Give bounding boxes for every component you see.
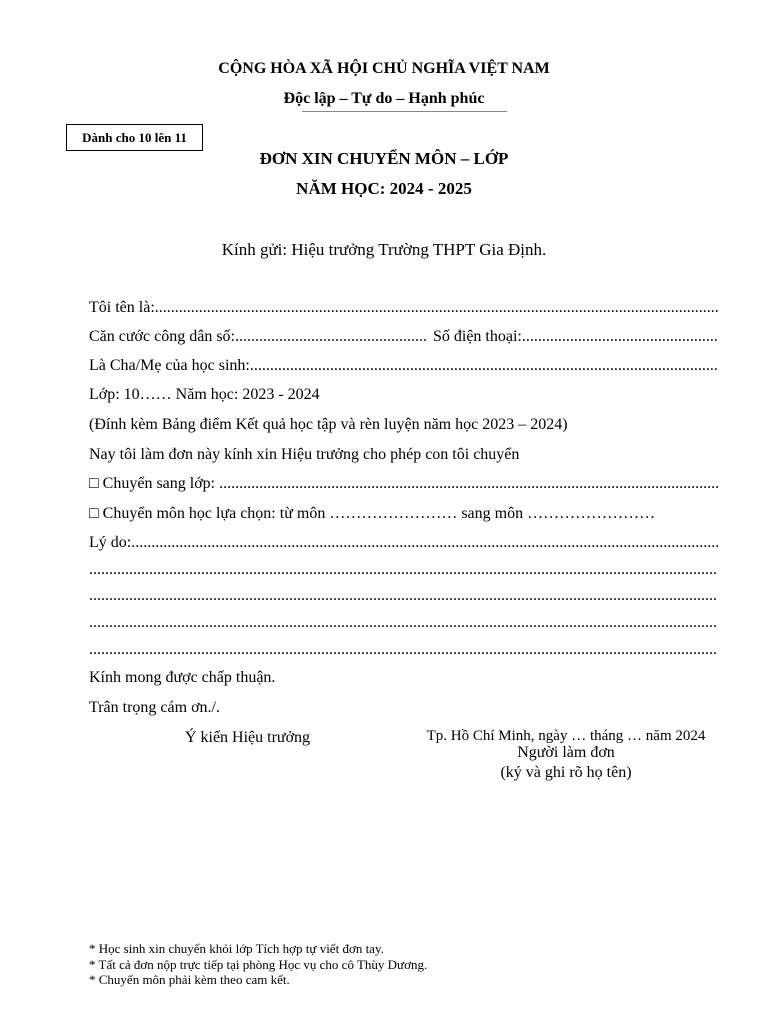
option-class-field [89,475,718,493]
reason-label: Lý do: [89,534,132,551]
option-class-label: □ Chuyển sang lớp: [89,475,220,492]
motto: Độc lập – Tự do – Hạnh phúc [283,90,485,107]
attachment-line: (Đính kèm Bảng điểm Kết quả học tập và rèn luyện năm học 2023 – 2024) [89,416,568,433]
footnote-1: * Học sinh xin chuyển khỏi lớp Tích hợp tự viết đơn tay. [89,941,384,956]
school-year-title: NĂM HỌC: 2024 - 2025 [296,179,472,198]
class-line: Lớp: 10…… Năm học: 2023 - 2024 [89,386,320,403]
footnote-2: * Tất cả đơn nộp trực tiếp tại phòng Học vụ cho cô Thùy Dương. [89,957,428,972]
form-title: ĐƠN XIN CHUYỂN MÔN – LỚP [259,149,509,168]
id-label: Căn cước công dân số: [89,328,235,345]
country-header: CỘNG HÒA XÃ HỘI CHỦ NGHĨA VIỆT NAM [218,60,550,77]
closing-thanks: Trân trọng cám ơn./. [89,699,220,716]
principal-opinion: Ý kiến Hiệu trưởng [184,729,311,746]
reason-line-3 [89,587,718,605]
option-subject-line: □ Chuyển môn học lựa chọn: từ môn …………………… sang môn …………………… [89,505,656,522]
reason-line-4 [89,614,718,632]
reason-line-5 [89,641,718,659]
footnote-3: * Chuyển môn phải kèm theo cam kết. [89,972,290,987]
parent-label: Là Cha/Mẹ của học sinh: [89,357,250,374]
name-field [89,299,718,317]
option-class-dots [219,475,718,493]
applicant-title: Người làm đơn [517,744,615,761]
reason-line-2 [89,561,718,579]
name-dots [155,299,718,317]
name-label: Tôi tên là: [89,299,155,316]
addressee: Kính gửi: Hiệu trưởng Trường THPT Gia Định. [221,240,547,259]
applicant-sign-note: (ký và ghi rõ họ tên) [500,764,632,781]
id-phone-field [89,328,718,346]
place-date: Tp. Hồ Chí Minh, ngày … tháng … năm 2024 [426,728,706,744]
reason-dots [131,534,718,552]
id-dots: ................................................ [234,328,427,345]
phone-label: Số điện thoại: [432,328,522,345]
phone-dots [522,328,718,346]
grade-badge: Dành cho 10 lên 11 [66,124,203,151]
parent-dots [250,357,718,375]
reason-field [89,534,718,552]
request-line: Nay tôi làm đơn này kính xin Hiệu trưởng cho phép con tôi chuyển [89,446,520,463]
parent-field [89,357,718,375]
closing-request: Kính mong được chấp thuận. [89,669,276,686]
motto-underline [302,111,507,112]
